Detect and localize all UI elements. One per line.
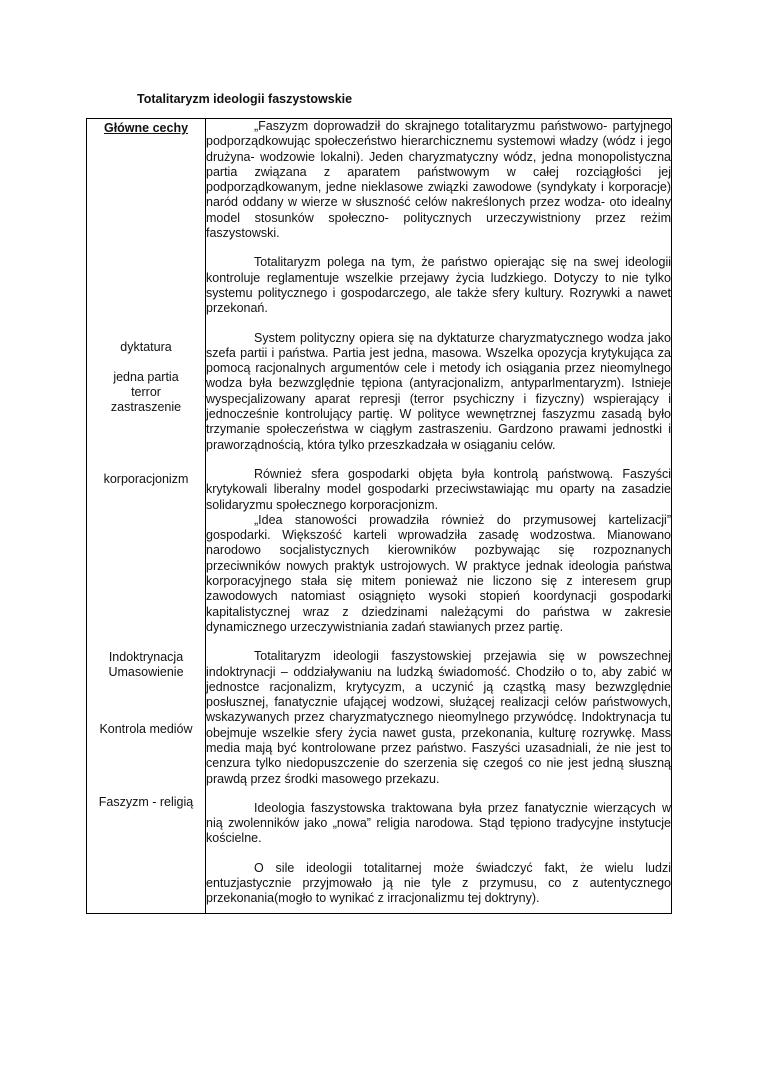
label-dyktatura: dyktatura xyxy=(120,340,172,354)
paragraph: System polityczny opiera się na dyktaturze charyzmatycznego wodza jako szefa partii i państwa. Partia jest jedna, masowa. Wszelka opozycja krytykująca za pomocą racjonalnych argumentów cele i metody ich osiągania przez nieomylnego wodza była bezwzględnie tępiona (antyracjonalizm, antyparlmentaryzm). Istnieje wyspecjalizowany aparat represji (terror psychiczny i fizyczny) wspierający i jednocześnie kontrolujący partię. W polityce wewnętrznej faszyzmu zasadą było trzymanie społeczeństwa w ciągłym zastraszeniu. Gardzono prawami jednostki i praworządnością, która tylko przeszkadzała w osiąganiu celów. xyxy=(206,330,671,452)
label-indoktrynacja: Indoktrynacja xyxy=(108,650,184,664)
label-faszyzm-religia: Faszyzm - religią xyxy=(98,795,194,809)
labels-column xyxy=(87,119,206,914)
paragraph: „Idea stanowości prowadziła również do przymusowej kartelizacji” gospodarki. Większość karteli wprowadziła zasadę wodzostwa. Mianowano narodowo socjalistycznych kierowników pozbywając się rozpoznanych przeciwników nowych praktyk ustrojowych. W praktyce jednak ideologia państwa korporacyjnego stała się mitem ponieważ nie liczono się z interesem grup zawodowych natomiast osiągnięto wysoki stopień koordynacji gospodarki kapitalistycznej wraz z dziedzinami należącymi do państwa w zakresie dynamicznego urzeczywistniania zadań stawianych przez partię. xyxy=(206,512,671,634)
paragraph: Również sfera gospodarki objęta była kontrolą państwową. Faszyści krytykowali liberalny model gospodarki przeciwstawiając mu oparty na zasadzie solidaryzmu społecznego korporacjonizm. xyxy=(206,466,671,512)
label-korporacjonizm: korporacjonizm xyxy=(103,472,189,486)
label-kontrola-mediow: Kontrola mediów xyxy=(99,722,193,736)
paragraph: Ideologia faszystowska traktowana była przez fanatycznie wierzących w nią zwolenników jako „nowa” religia narodowa. Stąd tępiono tradycyjne instytucje kościelne. xyxy=(206,800,671,846)
label-zastraszenie: zastraszenie xyxy=(110,400,182,414)
paragraph: „Faszyzm doprowadził do skrajnego totalitaryzmu państwowo- partyjnego podporządkowując społeczeństwo hierarchicznemu systemowi władzy (wódz i jego drużyna- wodzowie lokalni). Jeden charyzmatyczny wódz, jedna monopolistyczna partia związana z aparatem państwowym w całej rozciągłości jej podporządkowanym, jedne nieklasowe związki zawodowe (syndykaty i korporacje) naród oddany w wierze w słuszność celów nakreślonych przez wodza- oto idealny model stosunków społeczno- politycznych urzeczywistniony przez reżim faszystowski. xyxy=(206,119,671,241)
text-column xyxy=(206,119,672,914)
document-title: Totalitaryzm ideologii faszystowskie xyxy=(137,92,353,106)
paragraph: Totalitaryzm ideologii faszystowskiej przejawia się w powszechnej indoktrynacji – oddziaływaniu na ludzką świadomość. Chodziło o to, aby zabić w jednostce racjonalizm, krytycyzm, a uczynić ją cząstką masy bezwzględnie posłusznej, fanatycznie ufającej wodzowi, służącej realizacji celów państwowych, wskazywanych przez charyzmatycznego nieomylnego przywódcę. Indoktrynacja tu obejmuje wszelkie sfery życia nawet gusta, przekonania, kulturę rozrywkę. Mass media mają być kontrolowane przez państwo. Faszyści uzasadniali, że nie jest to cenzura tylko niedopuszczenie do szerzenia się czegoś co nie jest jedną słuszną prawdą przez środki masowego przekazu. xyxy=(206,649,671,786)
label-terror: terror xyxy=(131,385,161,399)
paragraph: Totalitaryzm polega na tym, że państwo opierając się na swej ideologii kontroluje reglamentuje wszelkie przejawy życia ludzkiego. Dotyczy to nie tylko systemu politycznego i gospodarczego, ale także sfery kultury. Rozrywki a nawet przekonań. xyxy=(206,255,671,316)
main-features-heading: Główne cechy xyxy=(103,121,189,135)
table-row xyxy=(87,119,672,914)
label-umasowienie: Umasowienie xyxy=(108,665,184,679)
label-jedna-partia: jedna partia xyxy=(113,370,179,384)
paragraph: O sile ideologii totalitarnej może świadczyć fakt, że wielu ludzi entuzjastycznie przyjmowało ją nie tyle z przymusu, co z autentycznego przekonania(mogło to wynikać z irracjonalizmu tej doktryny). xyxy=(206,860,671,906)
content-table xyxy=(86,118,672,914)
